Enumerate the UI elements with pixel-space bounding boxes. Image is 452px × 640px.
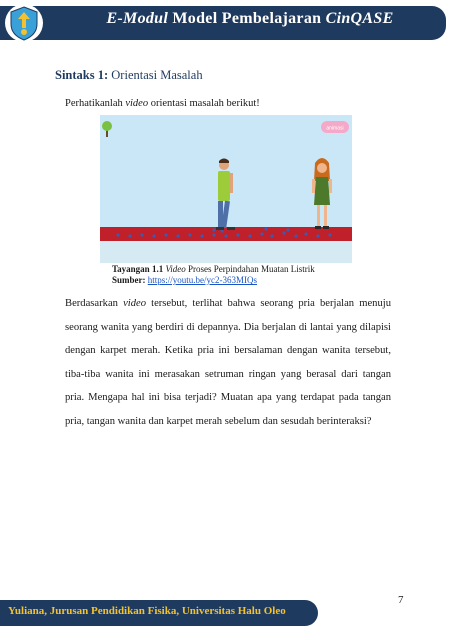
video-player[interactable]	[100, 115, 352, 263]
tut-wuri-handayani-logo-icon	[4, 2, 44, 44]
video-badge-text: animasi	[326, 125, 344, 132]
intro-text	[65, 98, 260, 109]
intro-italic: video	[125, 98, 149, 109]
paragraph-italic: video	[123, 298, 147, 309]
section-label: Sintaks 1:	[55, 68, 109, 82]
intro-after: orientasi masalah berikut!	[148, 98, 260, 109]
video-caption	[112, 264, 315, 286]
page-header	[0, 0, 452, 48]
paragraph-start: Berdasarkan	[65, 298, 124, 309]
footer-text: Yuliana, Jurusan Pendidikan Fisika, Universitas Halu Oleo	[8, 605, 286, 617]
paragraph-rest: tersebut, terlihat bahwa seorang pria berjalan menuju seorang wanita yang berdiri di depannya. Dia berjalan di lantai yang dilapisi dengan karpet merah. Ketika pria ini bersalaman dengan wanita tersebut, tiba-tiba wanita ini merasakan setruman ringan yang berasal dari tangan pria. Mengapa hal ini bisa terjadi? Muatan apa yang terdapat pada tangan pria, tangan wanita dan karpet merah sebelum dan sesudah berinteraksi?	[65, 298, 391, 427]
caption-source-label: Sumber:	[112, 275, 146, 285]
caption-video-word: Video	[163, 264, 186, 274]
header-title-cinqase: CinQASE	[325, 10, 394, 27]
source-link[interactable]: https://youtu.be/yc2-363MIQs	[147, 275, 257, 285]
intro-before: Perhatikanlah	[65, 98, 126, 109]
page-number: 7	[398, 594, 404, 606]
header-title-emodul: E-Modul	[106, 10, 169, 27]
caption-line2	[112, 275, 315, 286]
caption-title: Proses Perpindahan Muatan Listrik	[185, 264, 315, 274]
video-frame	[100, 115, 352, 263]
page-footer	[0, 600, 318, 626]
section-heading	[55, 68, 203, 83]
header-title-middle: Model Pembelajaran	[168, 10, 326, 27]
header-title	[60, 10, 440, 28]
body-paragraph	[65, 292, 391, 433]
caption-number: Tayangan 1.1	[112, 264, 164, 274]
caption-line1	[112, 264, 315, 275]
red-carpet	[100, 227, 352, 241]
section-title: Orientasi Masalah	[108, 68, 203, 82]
